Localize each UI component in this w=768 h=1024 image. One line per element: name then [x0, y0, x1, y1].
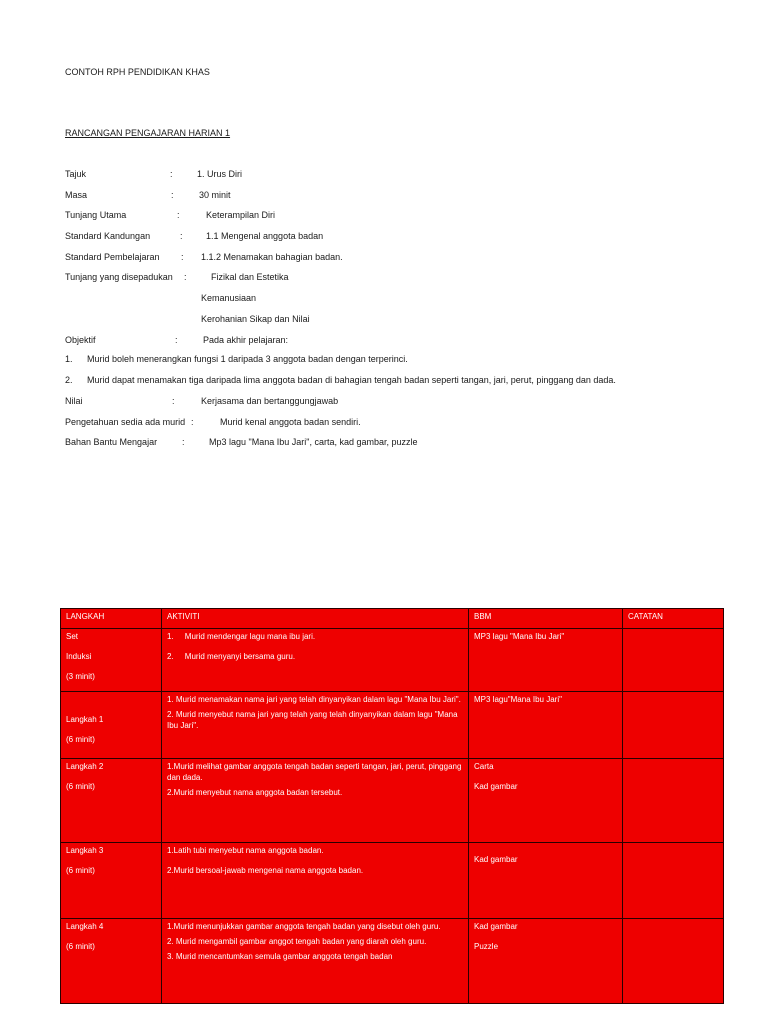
field-label-nilai: Nilai — [65, 396, 83, 406]
bbm-cell — [469, 759, 623, 843]
table-header-row — [61, 609, 724, 629]
catatan-cell — [623, 919, 724, 1004]
field-colon: : — [171, 190, 174, 200]
bbm-item: Kad gambar — [474, 855, 518, 864]
aktiviti-item: 1. Murid menamakan nama jari yang telah dinyanyikan dalam lagu "Mana Ibu Jari". — [167, 695, 461, 704]
field-label-standard-kandungan: Standard Kandungan — [65, 231, 151, 241]
aktiviti-cell — [162, 759, 469, 843]
field-colon: : — [191, 417, 194, 427]
field-value-tajuk: 1. Urus Diri — [197, 169, 243, 179]
tunjang-extra-item: Kerohanian Sikap dan Nilai — [201, 314, 310, 324]
bbm-item: Puzzle — [474, 942, 499, 951]
table-row — [61, 629, 724, 692]
header-langkah: LANGKAH — [61, 609, 162, 629]
aktiviti-cell — [162, 629, 469, 692]
field-label-tajuk: Tajuk — [65, 169, 87, 179]
field-label-standard-pembelajaran: Standard Pembelajaran — [65, 252, 160, 262]
aktiviti-item: 2. Murid menyanyi bersama guru. — [167, 652, 296, 661]
tunjang-extra-item: Kemanusiaan — [201, 293, 257, 303]
bbm-cell — [469, 843, 623, 919]
field-value-masa: 30 minit — [199, 190, 231, 200]
aktiviti-item: 1.Latih tubi menyebut nama anggota badan. — [167, 846, 324, 855]
field-label-tunjang-utama: Tunjang Utama — [65, 210, 127, 220]
field-label-pengetahuan: Pengetahuan sedia ada murid — [65, 417, 186, 427]
aktiviti-item: 2.Murid bersoal-jawab mengenai nama anggota badan. — [167, 866, 364, 875]
field-value-tunjang-disepadukan: Fizikal dan Estetika — [211, 272, 289, 282]
objektif-label: Objektif — [65, 335, 96, 345]
field-colon: : — [175, 335, 178, 345]
field-value-nilai: Kerjasama dan bertanggungjawab — [201, 396, 339, 406]
activity-table — [60, 608, 724, 1004]
langkah-time: (6 minit) — [66, 782, 95, 791]
aktiviti-item: 2. Murid mengambil gambar anggot tengah badan yang diarah oleh guru. — [167, 937, 427, 946]
document-subtitle: RANCANGAN PENGAJARAN HARIAN 1 — [65, 128, 231, 138]
aktiviti-cell — [162, 919, 469, 1004]
langkah-cell — [61, 629, 162, 692]
field-colon: : — [177, 210, 180, 220]
field-value-pengetahuan: Murid kenal anggota badan sendiri. — [220, 417, 361, 427]
objektif-item-text: Murid boleh menerangkan fungsi 1 daripada 3 anggota badan dengan terperinci. — [87, 354, 408, 364]
bbm-item: Kad gambar — [474, 922, 518, 931]
langkah-time: (3 minit) — [66, 672, 95, 681]
langkah-cell — [61, 692, 162, 759]
langkah-cell — [61, 919, 162, 1004]
aktiviti-item: 2. Murid menyebut nama jari yang telah yang telah dinyanyikan dalam lagu "Mana Ibu Jari". — [167, 710, 458, 730]
field-value-standard-pembelajaran: 1.1.2 Menamakan bahagian badan. — [201, 252, 343, 262]
bbm-cell — [469, 692, 623, 759]
aktiviti-item: 1.Murid melihat gambar anggota tengah badan seperti tangan, jari, perut, pinggang dan dada. — [167, 762, 462, 782]
aktiviti-cell — [162, 843, 469, 919]
bbm-item: MP3 lagu "Mana Ibu Jari" — [474, 632, 565, 641]
field-colon: : — [172, 396, 175, 406]
field-colon: : — [184, 272, 187, 282]
catatan-cell — [623, 629, 724, 692]
table-row — [61, 759, 724, 843]
bbm-item: MP3 lagu"Mana Ibu Jari" — [474, 695, 562, 704]
langkah-text: Induksi — [66, 652, 92, 661]
header-bbm: BBM — [469, 609, 623, 629]
table-row — [61, 843, 724, 919]
langkah-text: Langkah 2 — [66, 762, 104, 771]
field-value-standard-kandungan: 1.1 Mengenal anggota badan — [206, 231, 324, 241]
field-value-tunjang-utama: Keterampilan Diri — [206, 210, 276, 220]
bbm-cell — [469, 919, 623, 1004]
objektif-value: Pada akhir pelajaran: — [203, 335, 289, 345]
table-row — [61, 692, 724, 759]
field-colon: : — [170, 169, 173, 179]
table-row — [61, 919, 724, 1004]
bbm-item: Carta — [474, 762, 494, 771]
header-catatan: CATATAN — [623, 609, 724, 629]
aktiviti-item: 3. Murid mencantumkan semula gambar anggota tengah badan — [167, 952, 393, 961]
field-label-masa: Masa — [65, 190, 88, 200]
field-colon: : — [181, 252, 184, 262]
aktiviti-cell — [162, 692, 469, 759]
field-value-bbm: Mp3 lagu "Mana Ibu Jari", carta, kad gambar, puzzle — [209, 437, 418, 447]
bbm-item: Kad gambar — [474, 782, 518, 791]
langkah-cell — [61, 843, 162, 919]
field-label-tunjang-disepadukan: Tunjang yang disepadukan — [65, 272, 173, 282]
aktiviti-item: 1. Murid mendengar lagu mana ibu jari. — [167, 632, 316, 641]
field-colon: : — [182, 437, 185, 447]
field-label-bbm: Bahan Bantu Mengajar — [65, 437, 158, 447]
catatan-cell — [623, 759, 724, 843]
langkah-time: (6 minit) — [66, 735, 95, 744]
langkah-text: Langkah 1 — [66, 715, 104, 724]
objektif-item-number: 1. — [65, 354, 73, 364]
langkah-text: Langkah 4 — [66, 922, 104, 931]
field-colon: : — [180, 231, 183, 241]
langkah-time: (6 minit) — [66, 942, 95, 951]
aktiviti-item: 1.Murid menunjukkan gambar anggota tengah badan yang disebut oleh guru. — [167, 922, 441, 931]
header-aktiviti: AKTIVITI — [162, 609, 469, 629]
aktiviti-item: 2.Murid menyebut nama anggota badan tersebut. — [167, 788, 343, 797]
objektif-item-number: 2. — [65, 375, 73, 385]
langkah-time: (6 minit) — [66, 866, 95, 875]
langkah-cell — [61, 759, 162, 843]
catatan-cell — [623, 843, 724, 919]
langkah-text: Langkah 3 — [66, 846, 104, 855]
langkah-text: Set — [66, 632, 79, 641]
objektif-item-text: Murid dapat menamakan tiga daripada lima anggota badan di bahagian tengah badan seperti tangan, jari, perut, pinggang dan dada. — [87, 375, 616, 385]
document-title: CONTOH RPH PENDIDIKAN KHAS — [65, 67, 210, 77]
catatan-cell — [623, 692, 724, 759]
bbm-cell — [469, 629, 623, 692]
